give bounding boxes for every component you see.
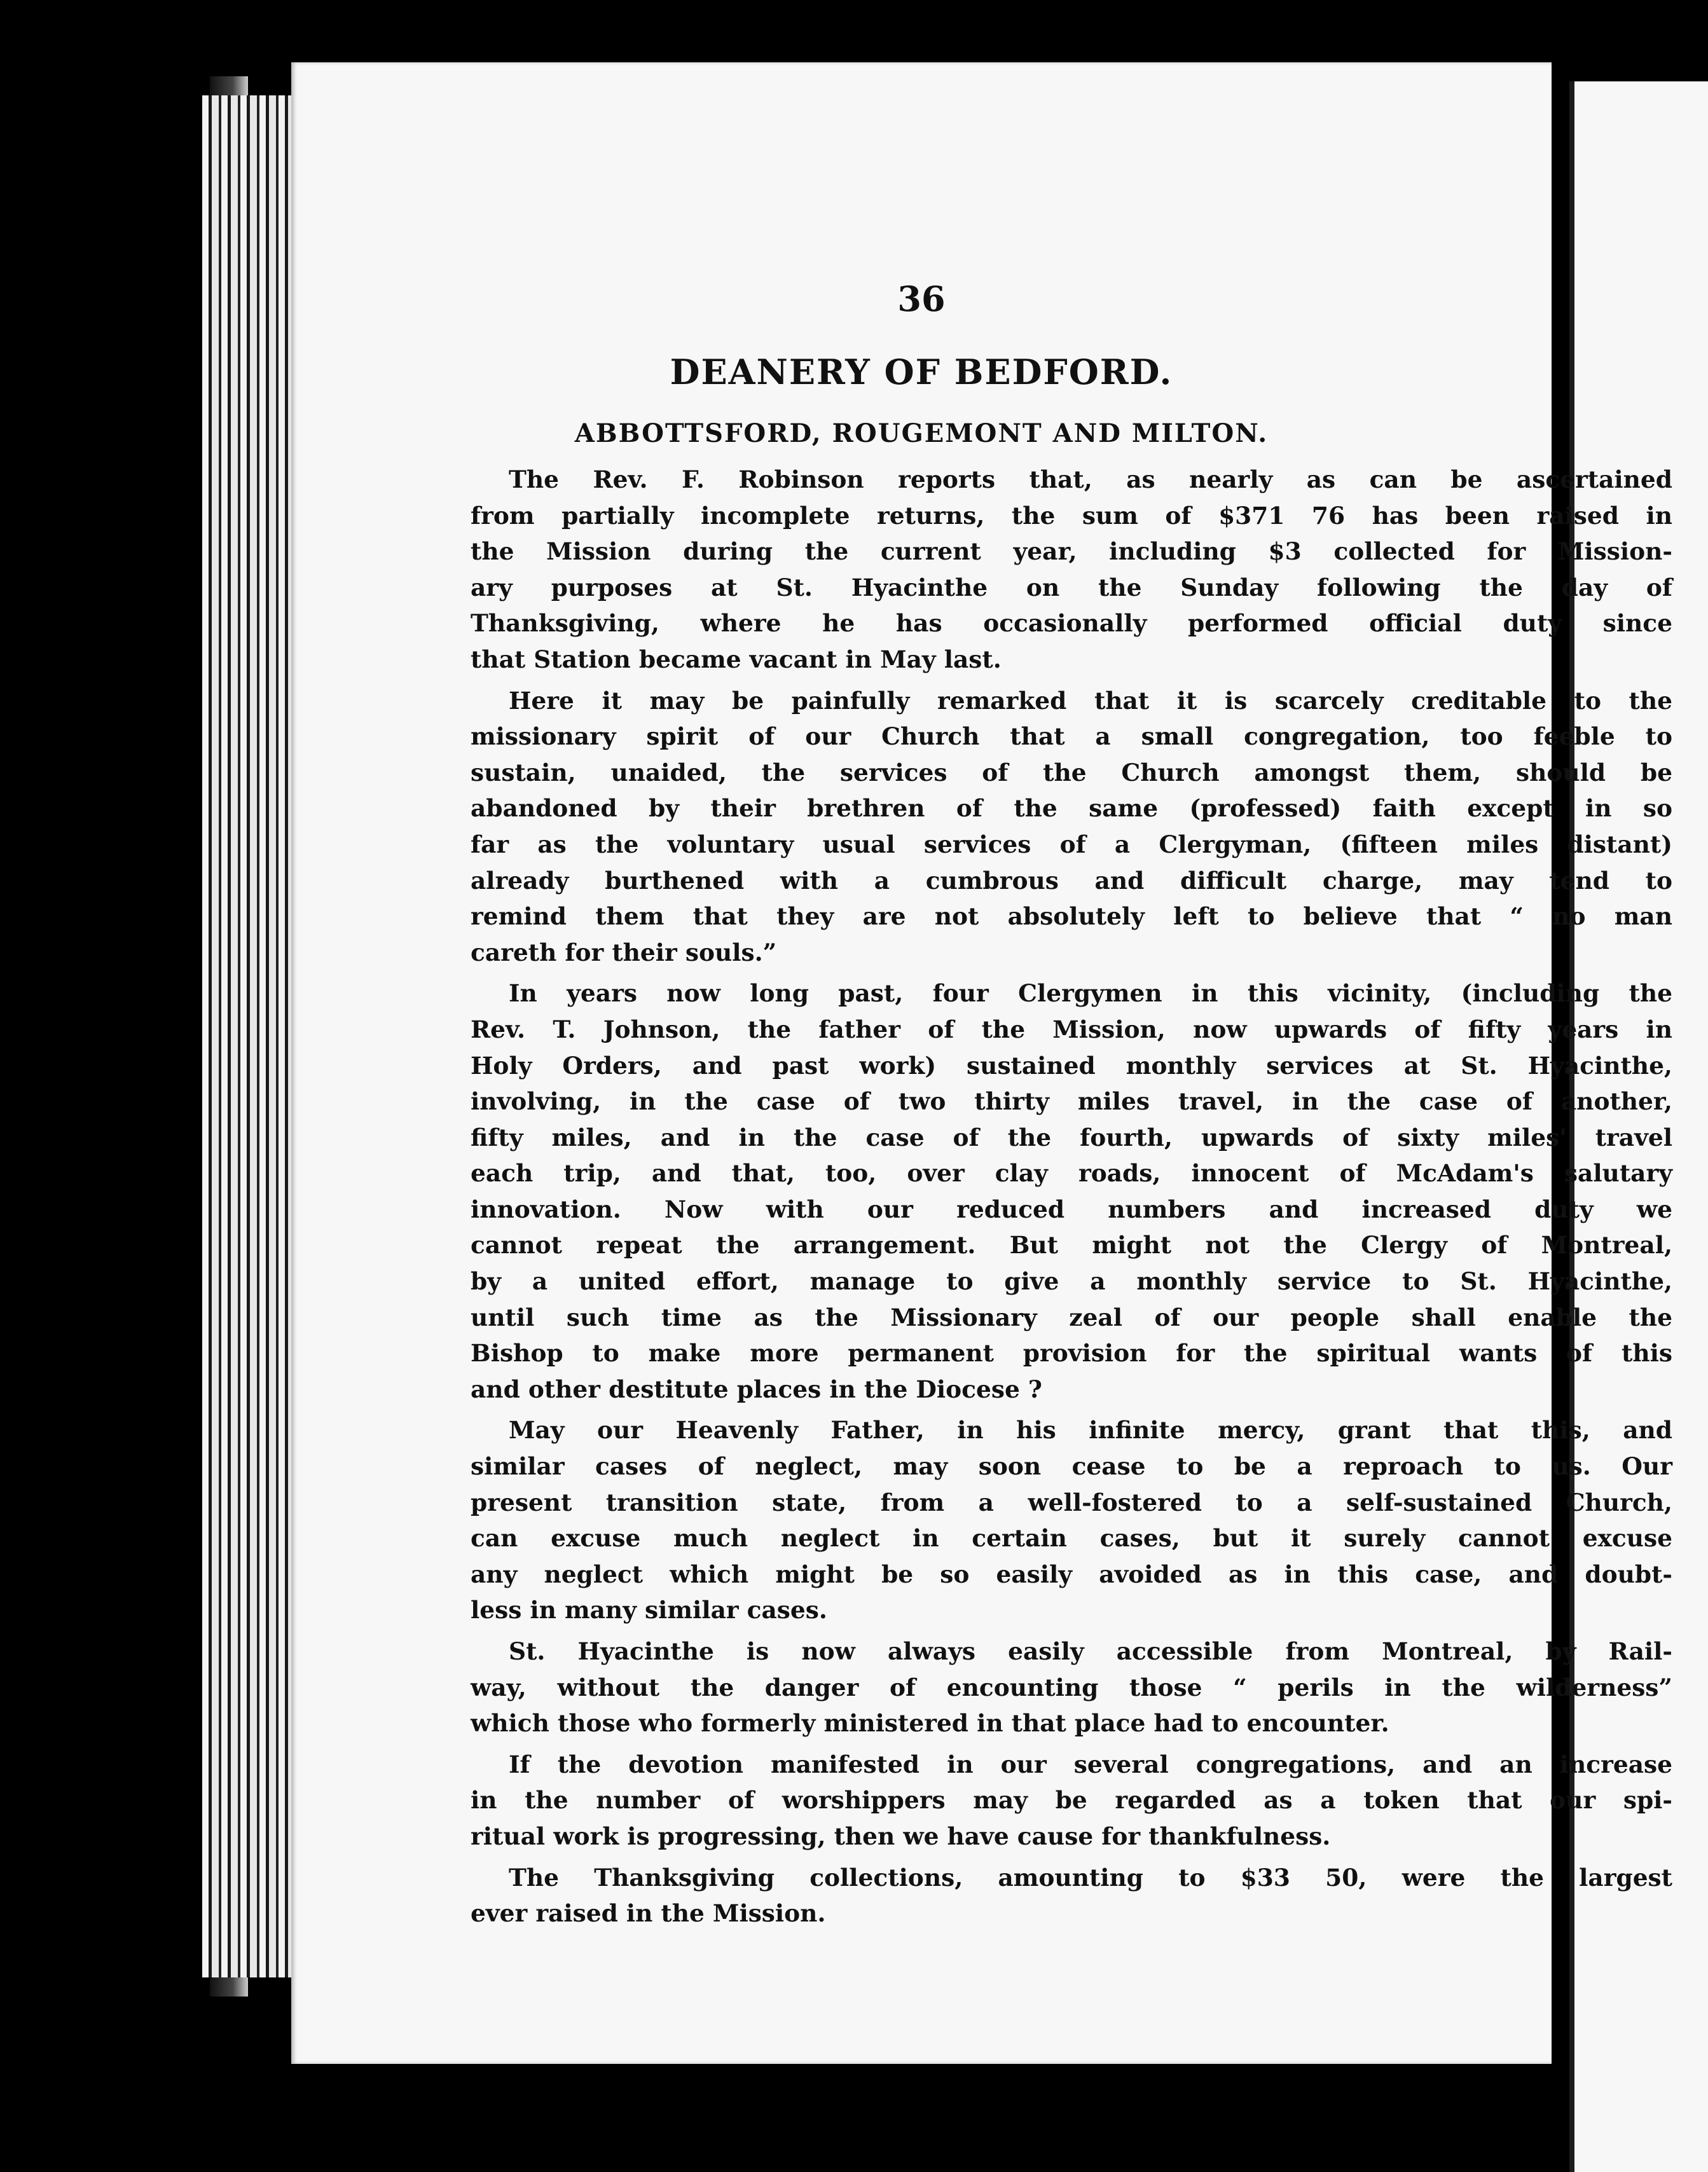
- text-line: Thanksgiving, where he has occasionally performed official duty since: [471, 609, 1672, 638]
- paragraph: [471, 975, 1672, 1407]
- text-line: the Mission during the current year, including $3 collected for Mission-: [471, 537, 1672, 566]
- text-line: and other destitute places in the Diocese ?: [471, 1375, 1042, 1403]
- text-line: present transition state, from a well-fostered to a self-sustained Church,: [471, 1488, 1672, 1516]
- text-line: cannot repeat the arrangement. But might not the Clergy of Montreal,: [471, 1231, 1672, 1260]
- text-line: already burthened with a cumbrous and difficult charge, may tend to: [471, 866, 1672, 895]
- text-line: Bishop to make more permanent provision for the spiritual wants of this: [471, 1339, 1672, 1368]
- text-line: in the number of worshippers may be regarded as a token that our spi-: [471, 1786, 1672, 1815]
- text-line: similar cases of neglect, may soon cease to be a reproach to us. Our: [471, 1452, 1672, 1481]
- text-line: May our Heavenly Father, in his infinite mercy, grant that this, and: [509, 1416, 1672, 1445]
- paragraph: [471, 462, 1672, 678]
- text-line: Rev. T. Johnson, the father of the Mission, now upwards of fifty years in: [471, 1015, 1672, 1043]
- text-line: St. Hyacinthe is now always easily accessible from Montreal, by Rail-: [509, 1637, 1672, 1665]
- page-number: 36: [897, 278, 946, 319]
- paragraph: [471, 683, 1672, 971]
- text-line: ever raised in the Mission.: [471, 1899, 826, 1928]
- page-edges: [202, 95, 291, 1977]
- body-text: [471, 462, 1672, 1932]
- text-line: any neglect which might be so easily avoided as in this case, and doubt-: [471, 1560, 1672, 1588]
- text-line: In years now long past, four Clergymen in this vicinity, (including the: [509, 979, 1672, 1008]
- text-line: If the devotion manifested in our several congregations, and an increase: [509, 1750, 1672, 1778]
- text-line: which those who formerly ministered in that place had to encounter.: [471, 1709, 1389, 1738]
- text-line: that Station became vacant in May last.: [471, 645, 1002, 673]
- paragraph: [471, 1860, 1672, 1932]
- section-heading: ABBOTTSFORD, ROUGEMONT AND MILTON.: [574, 418, 1269, 448]
- paragraph: [471, 1633, 1672, 1742]
- text-line: abandoned by their brethren of the same (professed) faith except in so: [471, 794, 1672, 823]
- text-line: each trip, and that, too, over clay roads, innocent of McAdam's salutary: [471, 1159, 1672, 1188]
- text-line: innovation. Now with our reduced numbers and increased duty we: [471, 1195, 1672, 1223]
- text-line: remind them that they are not absolutely left to believe that “ no man: [471, 902, 1672, 931]
- text-line: The Rev. F. Robinson reports that, as nearly as can be ascertained: [509, 465, 1672, 493]
- text-line: Here it may be painfully remarked that it is scarcely creditable to the: [509, 686, 1672, 715]
- document-page: [291, 62, 1672, 2064]
- text-line: from partially incomplete returns, the sum of $371 76 has been raised in: [471, 501, 1672, 530]
- text-line: ritual work is progressing, then we have cause for thankfulness.: [471, 1822, 1331, 1850]
- text-line: Holy Orders, and past work) sustained monthly services at St. Hyacinthe,: [471, 1051, 1672, 1080]
- text-line: can excuse much neglect in certain cases, but it surely cannot excuse: [471, 1524, 1672, 1553]
- page-title: DEANERY OF BEDFORD.: [670, 352, 1173, 392]
- text-line: missionary spirit of our Church that a small congregation, too feeble to: [471, 722, 1672, 751]
- text-line: The Thanksgiving collections, amounting to $33 50, were the largest: [509, 1863, 1672, 1892]
- text-line: less in many similar cases.: [471, 1596, 827, 1625]
- text-line: by a united effort, manage to give a monthly service to St. Hyacinthe,: [471, 1267, 1672, 1296]
- text-line: careth for their souls.”: [471, 938, 777, 966]
- text-line: involving, in the case of two thirty miles travel, in the case of another,: [471, 1087, 1672, 1116]
- paragraph: [471, 1747, 1672, 1855]
- text-line: far as the voluntary usual services of a Clergyman, (fifteen miles distant): [471, 830, 1672, 858]
- paragraph: [471, 1412, 1672, 1628]
- text-line: until such time as the Missionary zeal of our people shall enable the: [471, 1303, 1672, 1331]
- text-line: sustain, unaided, the services of the Church amongst them, should be: [471, 758, 1672, 787]
- text-line: fifty miles, and in the case of the fourth, upwards of sixty miles' travel: [471, 1123, 1672, 1151]
- text-line: ary purposes at St. Hyacinthe on the Sunday following the day of: [471, 573, 1672, 601]
- text-line: way, without the danger of encounting those “ perils in the wilderness”: [471, 1673, 1672, 1701]
